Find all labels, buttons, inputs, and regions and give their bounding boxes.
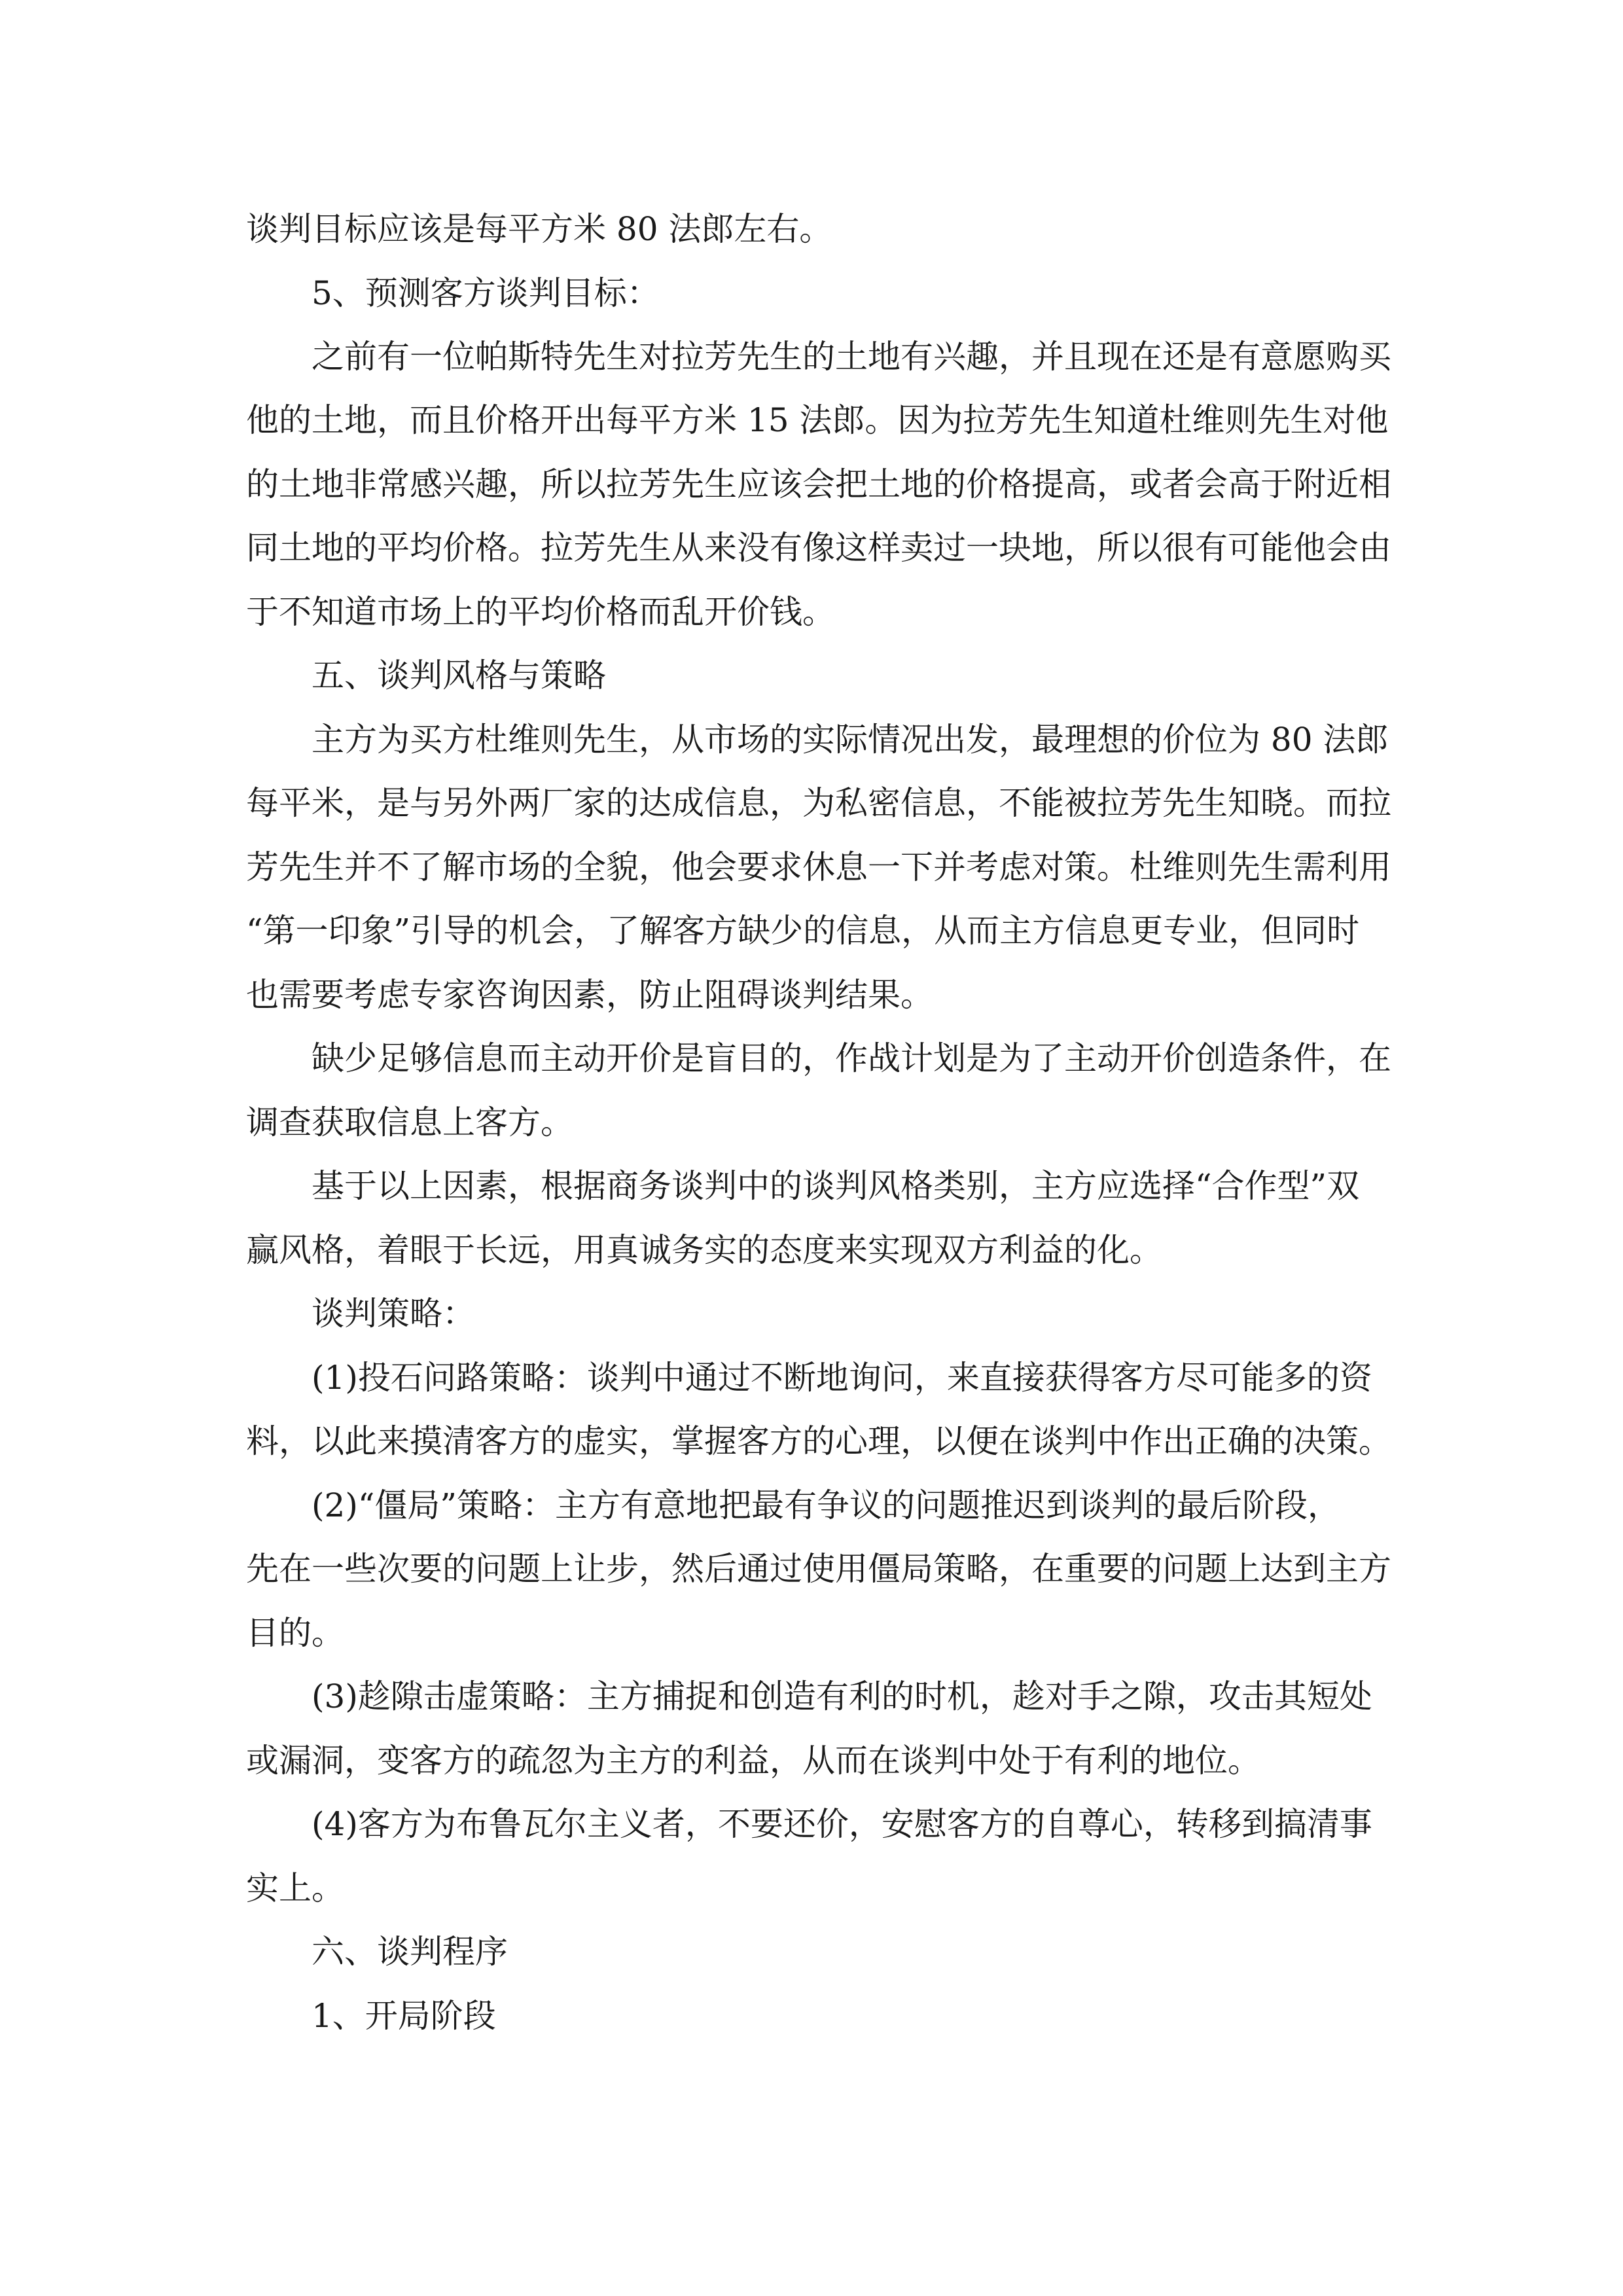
text-line: 的土地非常感兴趣，所以拉芳先生应该会把土地的价格提高，或者会高于附近相 <box>246 465 1391 503</box>
text-line: 之前有一位帕斯特先生对拉芳先生的土地有兴趣，并且现在还是有意愿购买 <box>312 338 1391 376</box>
subheading: 1、开局阶段 <box>312 1997 496 2035</box>
text-line: 调查获取信息上客方。 <box>246 1103 573 1141</box>
text-line: 谈判目标应该是每平方米 80 法郎左右。 <box>246 210 832 248</box>
text-line: 于不知道市场上的平均价格而乱开价钱。 <box>246 593 835 631</box>
text-line: 赢风格，着眼于长远，用真诚务实的态度来实现双方利益的化。 <box>246 1231 1162 1269</box>
text-line: 他的土地，而且价格开出每平方米 15 法郎。因为拉芳先生知道杜维则先生对他 <box>246 401 1389 439</box>
text-line: 目的。 <box>246 1614 344 1652</box>
text-line: 基于以上因素，根据商务谈判中的谈判风格类别，主方应选择“合作型”双 <box>312 1167 1360 1205</box>
text-line: (4)客方为布鲁瓦尔主义者，不要还价，安慰客方的自尊心，转移到搞清事 <box>312 1805 1372 1843</box>
text-line: 每平米，是与另外两厂家的达成信息，为私密信息，不能被拉芳先生知晓。而拉 <box>246 784 1391 822</box>
text-line: 5、预测客方谈判目标： <box>312 274 660 312</box>
subheading: 谈判策略： <box>312 1295 475 1333</box>
text-line: 缺少足够信息而主动开价是盲目的，作战计划是为了主动开价创造条件，在 <box>312 1039 1391 1077</box>
text-line: “第一印象”引导的机会，了解客方缺少的信息，从而主方信息更专业，但同时 <box>246 912 1360 950</box>
text-line: 先在一些次要的问题上让步，然后通过使用僵局策略，在重要的问题上达到主方 <box>246 1550 1391 1588</box>
text-line: 主方为买方杜维则先生，从市场的实际情况出发，最理想的价位为 80 法郎 <box>312 721 1389 759</box>
section-heading: 五、谈判风格与策略 <box>312 656 606 694</box>
text-line: 或漏洞，变客方的疏忽为主方的利益，从而在谈判中处于有利的地位。 <box>246 1742 1260 1780</box>
section-heading: 六、谈判程序 <box>312 1933 508 1971</box>
text-line: 芳先生并不了解市场的全貌，他会要求休息一下并考虑对策。杜维则先生需利用 <box>246 848 1391 886</box>
text-line: (1)投石问路策略：谈判中通过不断地询问，来直接获得客方尽可能多的资 <box>312 1359 1372 1397</box>
text-line: 实上。 <box>246 1869 344 1907</box>
text-line: 料，以此来摸清客方的虚实，掌握客方的心理，以便在谈判中作出正确的决策。 <box>246 1422 1391 1460</box>
text-line: (2)“僵局”策略：主方有意地把最有争议的问题推迟到谈判的最后阶段， <box>312 1486 1340 1524</box>
text-line: 也需要考虑专家咨询因素，防止阻碍谈判结果。 <box>246 976 933 1014</box>
text-line: 同土地的平均价格。拉芳先生从来没有像这样卖过一块地，所以很有可能他会由 <box>246 529 1391 567</box>
text-line: (3)趁隙击虚策略：主方捕捉和创造有利的时机，趁对手之隙，攻击其短处 <box>312 1677 1372 1715</box>
